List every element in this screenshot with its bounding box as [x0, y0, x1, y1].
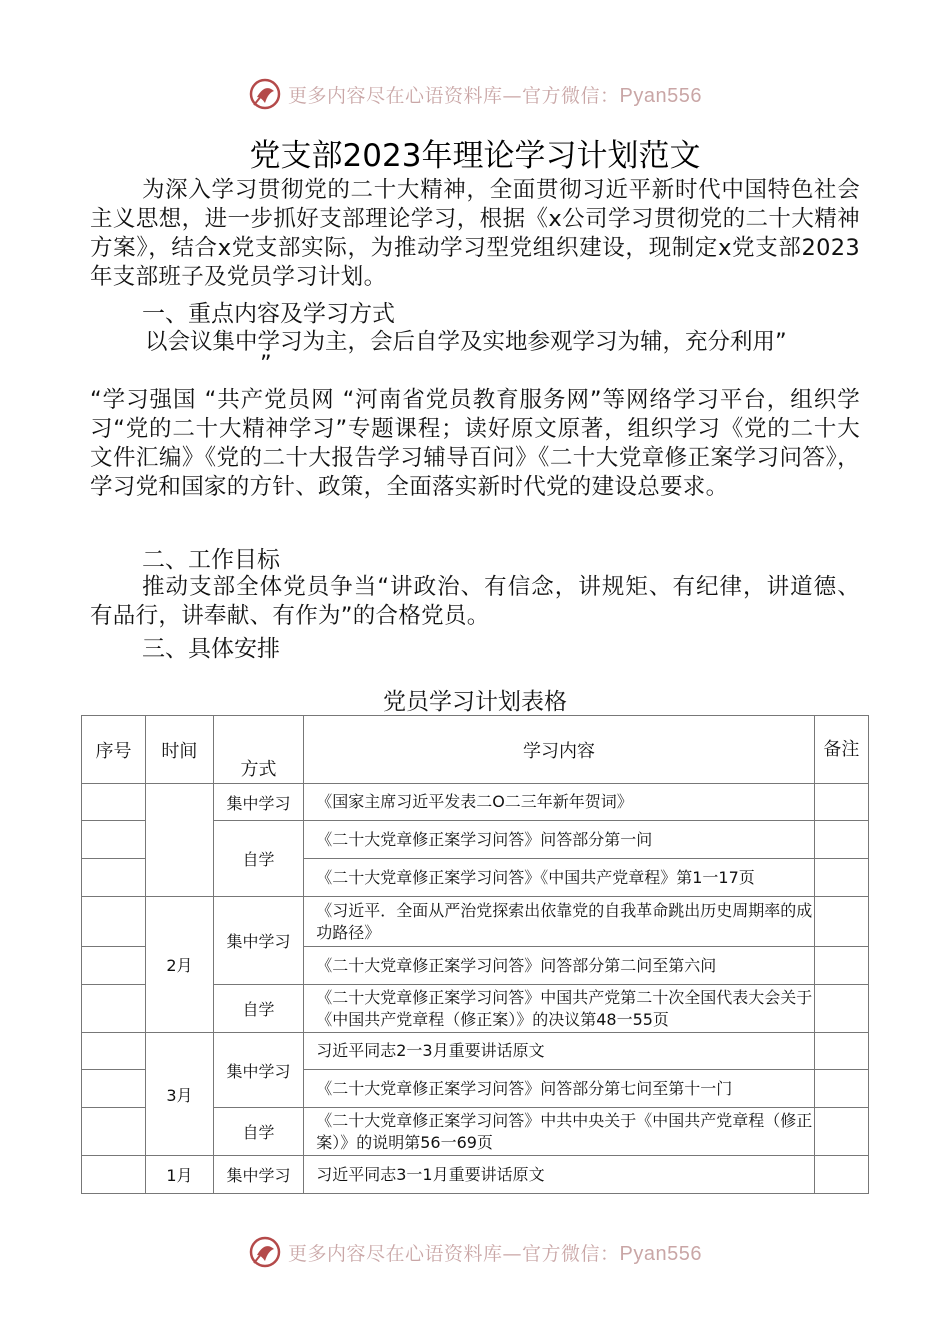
watermark-bottom	[248, 1232, 702, 1272]
watermark-logo-icon	[248, 77, 282, 111]
section2-heading: 二、工作目标	[142, 547, 280, 573]
content-cell: 《二十大党章修正案学习问答》问答部分第一问	[304, 821, 815, 859]
watermark-logo-icon	[248, 1235, 282, 1269]
study-plan-table	[81, 715, 869, 1194]
mode-cell: 集中学习	[213, 897, 303, 985]
table-row	[82, 784, 869, 821]
mode-cell: 自学	[213, 821, 303, 897]
content-cell: 习近平同志2一3月重要讲话原文	[304, 1033, 815, 1070]
mode-cell: 自学	[213, 985, 303, 1033]
content-cell: 《二十大党章修正案学习问答》中共中央关于《中国共产党章程（修正案）》的说明第56一69页	[304, 1108, 815, 1156]
table-row	[82, 1156, 869, 1194]
section3-heading: 三、具体安排	[142, 636, 280, 662]
month-cell: 1月	[145, 1156, 213, 1194]
content-cell: 《二十大党章修正案学习问答》《中国共产党章程》第1一17页	[304, 859, 815, 897]
header-content: 学习内容	[304, 716, 815, 784]
table-header-row	[82, 716, 869, 784]
content-cell: 《二十大党章修正案学习问答》问答部分第七问至第十一门	[304, 1070, 815, 1108]
section1-heading: 一、重点内容及学习方式	[142, 301, 395, 327]
mode-cell: 自学	[213, 1108, 303, 1156]
section1-paragraph: “学习强国 “共产党员网 “河南省党员教育服务网”等网络学习平台，组织学习“党的二十大精神学习”专题课程；读好原文原著，组织学习《党的二十大文件汇编》《党的二十大报告学习辅导百问》《二十大党章修正案学习问答》，学习党和国家的方针、政策，全面落实新时代党的建设总要求。	[90, 387, 860, 500]
mode-cell: 集中学习	[213, 1156, 303, 1194]
header-note: 备注	[814, 716, 868, 784]
table-row	[82, 897, 869, 947]
intro-paragraph: 为深入学习贯彻党的二十大精神，全面贯彻习近平新时代中国特色社会主义思想，进一步抓好支部理论学习，根据《x公司学习贯彻党的二十大精神方案》，结合x党支部实际，为推动学习型党组织建设，现制定x党支部2023年支部班子及党员学习计划。	[90, 177, 860, 290]
table-row	[82, 1033, 869, 1070]
header-mode: 方式	[213, 716, 303, 784]
section2-paragraph: 推动支部全体党员争当“讲政治、有信念，讲规矩、有纪律，讲道德、有品行，讲奉献、有作为”的合格党员。	[90, 574, 860, 629]
content-cell: 《二十大党章修正案学习问答》中国共产党第二十次全国代表大会关于《中国共产党章程（修正案）》的决议第48一55页	[304, 985, 815, 1033]
watermark-top	[248, 74, 702, 114]
content-cell: 《习近平．全面从严治党探索出依靠党的自我革命跳出历史周期率的成功路径》	[304, 897, 815, 947]
content-cell: 《国家主席习近平发表二O二三年新年贺词》	[304, 784, 815, 821]
content-cell: 《二十大党章修正案学习问答》问答部分第二问至第六问	[304, 947, 815, 985]
section1-line1: 以会议集中学习为主，会后自学及实地参观学习为辅，充分利用” ”	[145, 329, 787, 377]
mode-cell: 集中学习	[213, 784, 303, 821]
month-cell: 2月	[145, 897, 213, 1033]
watermark-text: 更多内容尽在心语资料库—官方微信：Pyan556	[288, 84, 702, 107]
content-cell: 习近平同志3一1月重要讲话原文	[304, 1156, 815, 1194]
header-seq: 序号	[82, 716, 146, 784]
page-title: 党支部2023年理论学习计划范文	[249, 138, 701, 174]
header-time: 时间	[145, 716, 213, 784]
mode-cell: 集中学习	[213, 1033, 303, 1108]
month-cell: 3月	[145, 1033, 213, 1156]
watermark-text: 更多内容尽在心语资料库—官方微信：Pyan556	[288, 1242, 702, 1265]
table-title: 党员学习计划表格	[383, 689, 567, 715]
